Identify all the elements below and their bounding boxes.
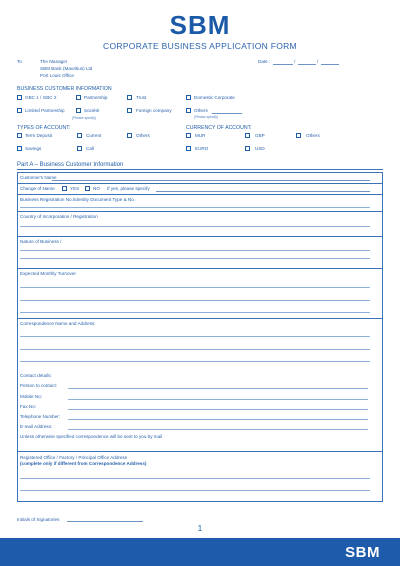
correspondence-label: Correspondence Name and Address: <box>20 321 96 326</box>
label-domestic-corporate: Domestic Corporate <box>194 95 235 100</box>
business-info-heading: BUSINESS CUSTOMER INFORMATION <box>17 86 112 92</box>
date-year-field[interactable] <box>321 64 339 65</box>
label-term-deposit: Term Deposit <box>25 133 53 138</box>
correspondence-field-1[interactable] <box>20 336 370 337</box>
if-yes-label: If yes, please specify <box>107 186 150 191</box>
to-line3: Port Louis Office <box>40 73 74 78</box>
registered-office-note: (complete only if different from Correspondence Address) <box>20 461 147 466</box>
row-divider <box>17 194 383 195</box>
row-divider <box>17 211 383 212</box>
label-change-no: NO <box>93 186 100 191</box>
form-title: CORPORATE BUSINESS APPLICATION FORM <box>103 41 297 51</box>
turnover-field-1[interactable] <box>20 287 370 288</box>
checkbox-current[interactable] <box>77 133 82 138</box>
date-label: Date : <box>258 59 271 64</box>
checkbox-partnership[interactable] <box>76 95 81 100</box>
currency-heading: CURRENCY OF ACCOUNT: <box>186 125 252 131</box>
account-types-heading: TYPES OF ACCOUNT: <box>17 125 71 131</box>
footer-sbm-logo: SBM <box>345 544 380 561</box>
row-divider <box>17 318 383 319</box>
customer-name-label: Customer's Name <box>20 175 57 180</box>
checkbox-euro[interactable] <box>186 146 191 151</box>
person-field[interactable] <box>68 388 368 389</box>
label-foreign-company: Foreign company <box>136 108 172 113</box>
checkbox-usd[interactable] <box>245 146 250 151</box>
checkbox-societe[interactable] <box>76 108 81 113</box>
nature-field-2[interactable] <box>20 258 370 259</box>
contact-details-label: Contact details: <box>20 373 52 378</box>
checkbox-term-deposit[interactable] <box>17 133 22 138</box>
label-savings: Savings <box>25 146 42 151</box>
nature-label: Nature of Business / <box>20 239 62 244</box>
label-societe: Société <box>84 108 100 113</box>
checkbox-limited-partnership[interactable] <box>17 108 22 113</box>
date-sep2: / <box>317 59 319 64</box>
checkbox-others-currency[interactable] <box>296 133 301 138</box>
fax-label: Fax No: <box>20 404 37 409</box>
correspondence-field-2[interactable] <box>20 349 370 350</box>
change-of-name-label: Change of Name <box>20 186 55 191</box>
label-mur: MUR <box>195 133 206 138</box>
email-label: E-mail Address: <box>20 424 53 429</box>
turnover-label: Expected Monthly Turnover <box>20 271 76 276</box>
checkbox-others-business[interactable] <box>186 108 191 113</box>
email-field[interactable] <box>68 429 368 430</box>
to-line1: The Manager <box>40 59 68 64</box>
footer-band <box>0 538 400 566</box>
telephone-label: Telephone Number: <box>20 414 61 419</box>
row-divider <box>17 451 383 452</box>
label-change-yes: YES <box>70 186 80 191</box>
to-line2: SBM Bank (Mauritius) Ltd <box>40 66 93 71</box>
country-label: Country of Incorporation / Registration <box>20 214 98 219</box>
turnover-field-3[interactable] <box>20 312 370 313</box>
brn-label: Business Registration No./Identity Document Type & No. <box>20 197 136 202</box>
checkbox-foreign-company[interactable] <box>127 108 132 113</box>
checkbox-call[interactable] <box>77 146 82 151</box>
nature-field-1[interactable] <box>20 250 370 251</box>
label-others-business: Others <box>194 108 208 113</box>
label-limited-partnership: Limited Partnership <box>25 108 65 113</box>
label-call: Call <box>86 146 94 151</box>
label-current: Current <box>86 133 102 138</box>
label-others-currency: Others <box>306 133 320 138</box>
page-number: 1 <box>197 524 203 533</box>
label-euro: EURO <box>195 146 209 151</box>
registered-office-label: Registered Office / Factory / Principal Office Address <box>20 455 128 460</box>
person-label: Person to contact: <box>20 383 58 388</box>
date-sep1: / <box>294 59 296 64</box>
mobile-field[interactable] <box>68 399 368 400</box>
registered-office-field-2[interactable] <box>20 490 370 491</box>
sbm-logo: SBM <box>169 10 231 40</box>
label-others-account: Others <box>136 133 150 138</box>
checkbox-change-yes[interactable] <box>62 186 67 191</box>
row-divider <box>17 236 383 237</box>
label-gbc: GBC 1 / GBC 2 <box>25 95 57 100</box>
customer-name-field[interactable] <box>52 180 370 181</box>
label-gbp: GBP <box>255 133 265 138</box>
part-a-frame <box>17 172 383 502</box>
correspondence-note: Unless otherwise specified correspondence will be sent to you by mail <box>20 434 163 439</box>
registered-office-field-1[interactable] <box>20 478 370 479</box>
checkbox-change-no[interactable] <box>85 186 90 191</box>
label-trust: Trust <box>136 95 147 100</box>
label-usd: USD <box>255 146 265 151</box>
correspondence-field-3[interactable] <box>20 361 370 362</box>
mobile-label: Mobile No: <box>20 394 42 399</box>
initials-label: Initials of Signatories <box>17 517 60 522</box>
checkbox-domestic-corporate[interactable] <box>186 95 191 100</box>
label-partnership: Partnership <box>84 95 108 100</box>
date-day-field[interactable] <box>273 64 293 65</box>
checkbox-savings[interactable] <box>17 146 22 151</box>
initials-field[interactable] <box>67 521 143 522</box>
others-business-field[interactable] <box>212 113 242 114</box>
please-specify-note-2: (Please specify) <box>194 115 219 119</box>
checkbox-others-account[interactable] <box>127 133 132 138</box>
date-month-field[interactable] <box>298 64 316 65</box>
please-specify-note-1: (Please specify) <box>72 116 97 120</box>
telephone-field[interactable] <box>68 419 368 420</box>
checkbox-mur[interactable] <box>186 133 191 138</box>
part-a-rule <box>17 169 383 170</box>
change-of-name-field[interactable] <box>156 191 370 192</box>
to-label: To <box>17 59 22 64</box>
country-field[interactable] <box>20 226 370 227</box>
turnover-field-2[interactable] <box>20 300 370 301</box>
checkbox-gbp[interactable] <box>245 133 250 138</box>
part-a-heading: Part A – Business Customer Information <box>17 162 124 168</box>
row-divider <box>17 268 383 269</box>
fax-field[interactable] <box>68 409 368 410</box>
row-divider <box>17 183 383 184</box>
brn-field[interactable] <box>20 207 370 208</box>
checkbox-gbc[interactable] <box>17 95 22 100</box>
checkbox-trust[interactable] <box>127 95 132 100</box>
